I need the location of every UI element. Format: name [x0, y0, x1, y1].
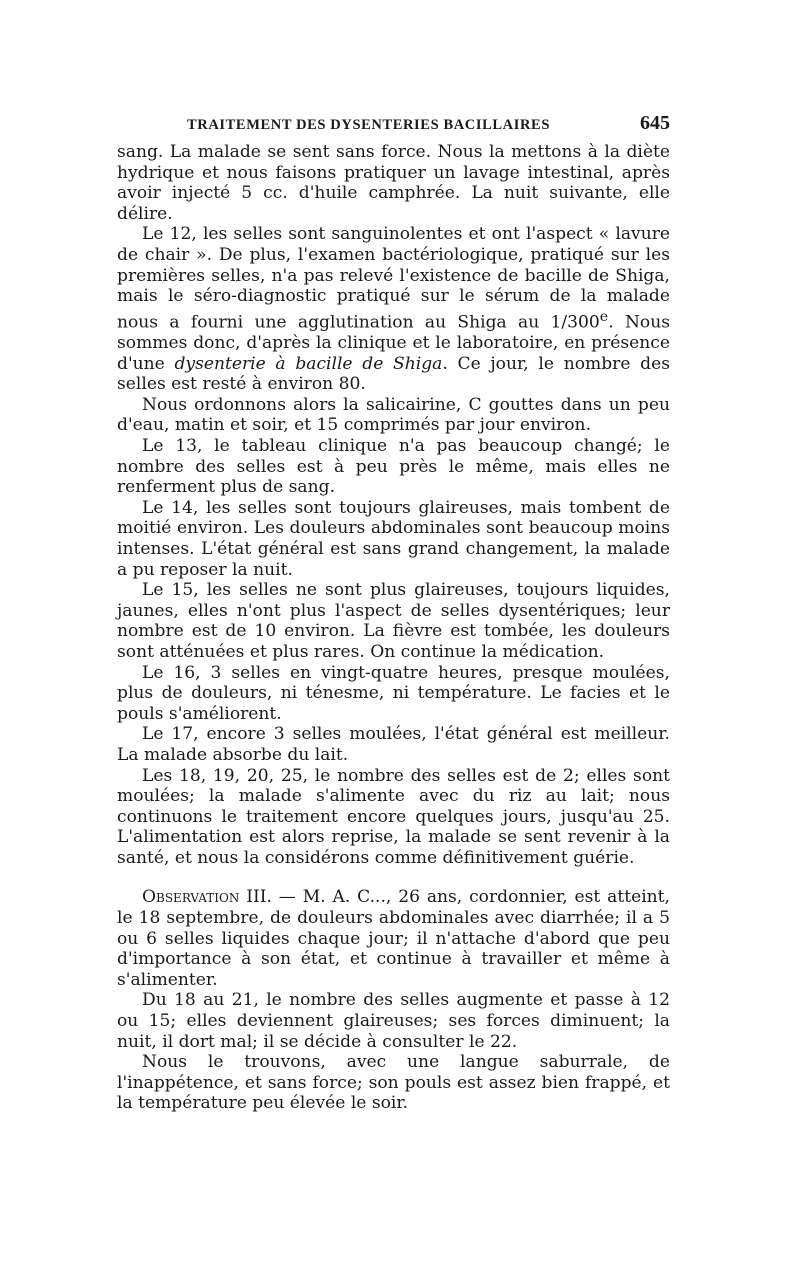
paragraph	[117, 580, 670, 662]
paragraph-text: Le 17, encore 3 selles moulées, l'état général est meilleur. La malade absorbe du lait.	[117, 724, 670, 765]
book-page	[117, 112, 670, 1114]
observation-label: Observation III.	[142, 887, 272, 908]
italic-term: dysenterie à bacille de Shiga	[174, 353, 443, 374]
paragraph	[117, 990, 670, 1052]
paragraph	[117, 224, 670, 394]
page-number: 645	[640, 112, 670, 134]
paragraph-text: sang. La malade se sent sans force. Nous la mettons à la diète hydrique et nous faisons pratiquer un lavage intestinal, après avoir injecté 5 cc. d'huile camphrée. La nuit suivante, elle délire.	[117, 142, 670, 224]
paragraph-text: Les 18, 19, 20, 25, le nombre des selles est de 2; elles sont moulées; la malade s'alimente avec du riz au lait; nous continuons le traitement encore quelques jours, jusqu'au 25. L'alimentation est alors reprise, la malade se sent revenir à la santé, et nous la considérons comme définitivement guérie.	[117, 765, 670, 868]
paragraph	[117, 766, 670, 869]
paragraph-text: Le 16, 3 selles en vingt-quatre heures, presque moulées, plus de douleurs, ni ténesme, ni température. Le facies et le pouls s'améliorent.	[117, 662, 670, 724]
paragraph	[117, 498, 670, 580]
paragraph	[117, 142, 670, 224]
running-header	[117, 112, 670, 142]
paragraph-text: Le 15, les selles ne sont plus glaireuses, toujours liquides, jaunes, elles n'ont plus l'aspect de selles dysentériques; leur nombre est de 10 environ. La fièvre est tombée, les douleurs sont atténuées et plus rares. On continue la médication.	[117, 580, 670, 662]
paragraph-text: . Ce jour, le nombre des selles est resté à environ 80.	[117, 353, 670, 395]
paragraph	[117, 436, 670, 498]
paragraph	[117, 395, 670, 436]
paragraph-text: Nous ordonnons alors la salicairine, C gouttes dans un peu d'eau, matin et soir, et 15 comprimés par jour environ.	[117, 394, 670, 436]
observation-paragraph	[117, 887, 670, 990]
paragraph-text: . Nous sommes donc, d'après la clinique et le laboratoire, en présence d'une	[117, 312, 670, 374]
paragraph	[117, 663, 670, 725]
body-text	[117, 142, 670, 1114]
paragraph-text: Le 12, les selles sont sanguinolentes et ont l'aspect « lavure de chair ». De plus, l'examen bactériologique, pratiqué sur les premières selles, n'a pas relevé l'existence de bacille de Shiga, mais le séro-diagnostic pratiqué sur le sérum de la malade nous a fourni une agglutination au Shiga au 1/300	[117, 224, 670, 333]
paragraph-text: Le 13, le tableau clinique n'a pas beaucoup changé; le nombre des selles est à peu près le même, mais elles ne renferment plus de sang.	[117, 436, 670, 498]
paragraph-text: Nous le trouvons, avec une langue saburrale, de l'inappétence, et sans force; son pouls est assez bien frappé, et la température peu élevée le soir.	[117, 1052, 670, 1114]
paragraph-text: Le 14, les selles sont toujours glaireuses, mais tombent de moitié environ. Les douleurs abdominales sont beaucoup moins intenses. L'état général est sans grand changement, la malade a pu reposer la nuit.	[117, 497, 670, 580]
running-title: TRAITEMENT DES DYSENTERIES BACILLAIRES	[187, 117, 550, 133]
superscript: e	[599, 308, 609, 325]
paragraph	[117, 724, 670, 765]
paragraph-text: Du 18 au 21, le nombre des selles augmente et passe à 12 ou 15; elles deviennent glaireuses; ses forces diminuent; la nuit, il dort mal; il se décide à consulter le 22.	[117, 990, 670, 1052]
paragraph-text: — M. A. C..., 26 ans, cordonnier, est atteint, le 18 septembre, de douleurs abdominales avec diarrhée; il a 5 ou 6 selles liquides chaque jour; il n'attache d'abord que peu d'importance à son état, et continue à travailler et même à s'alimenter.	[117, 887, 670, 990]
paragraph	[117, 1052, 670, 1114]
